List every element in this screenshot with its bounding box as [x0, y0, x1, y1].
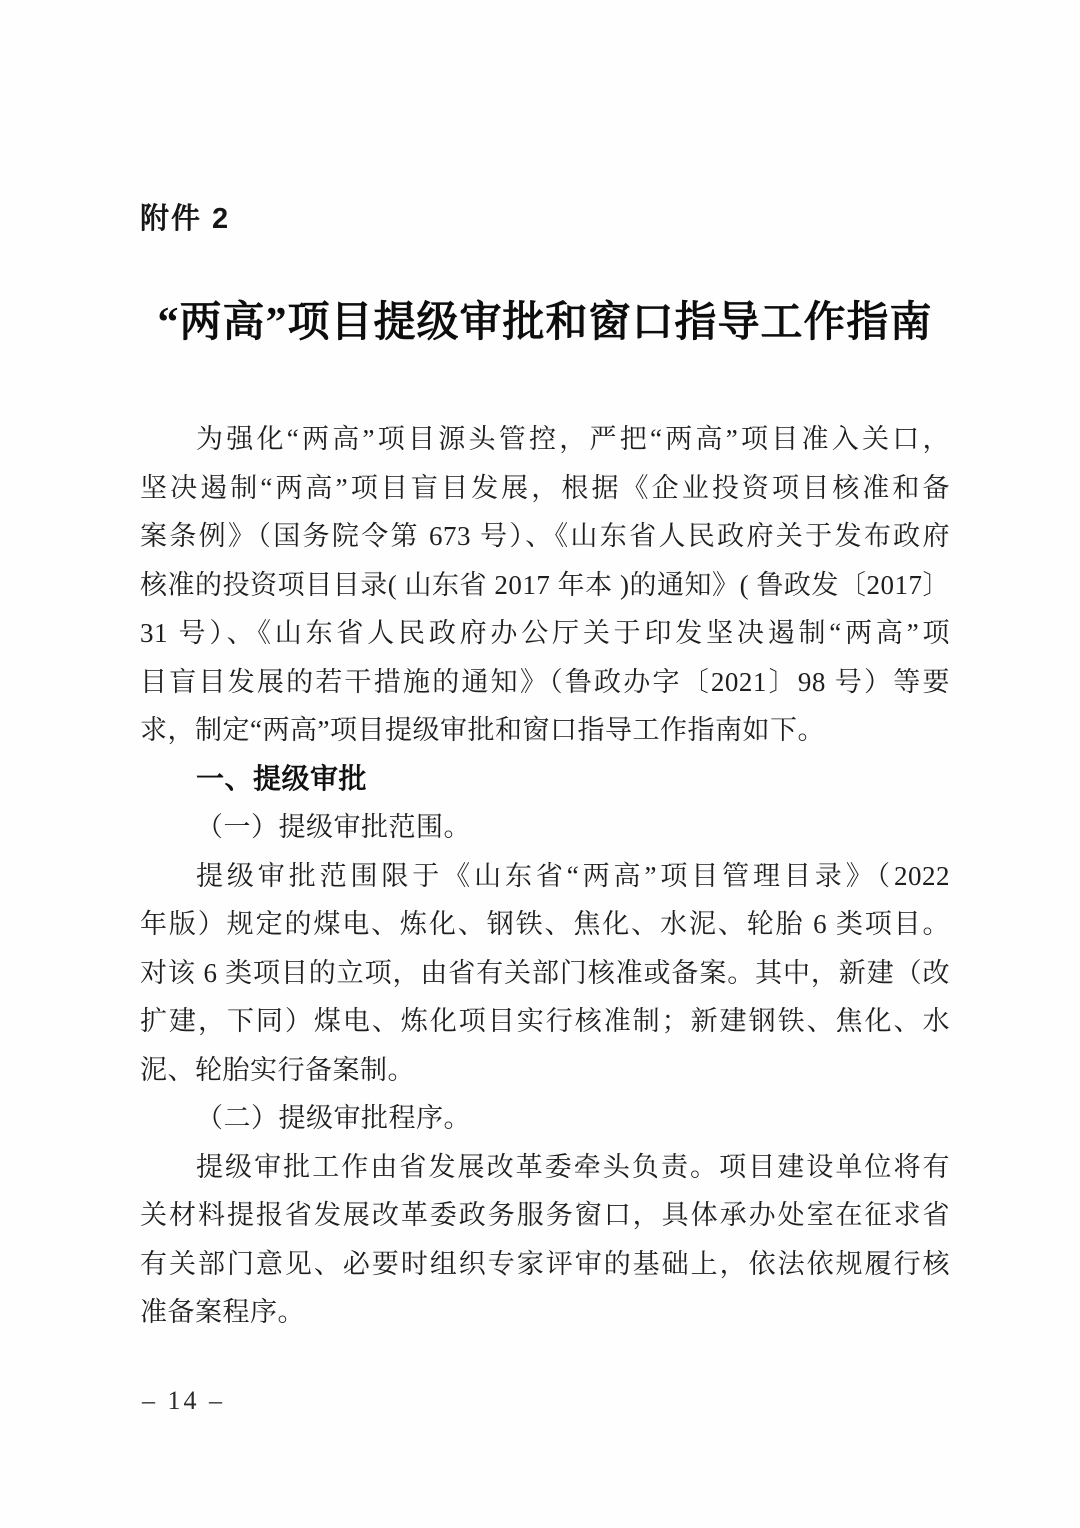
paragraph-line: 坚决遏制“两高”项目盲目发展，根据《企业投资项目核准和备 — [140, 472, 950, 503]
paragraph-line: 提级审批范围限于《山东省“两高”项目管理目录》（2022 — [196, 860, 950, 891]
paragraph-line: 扩建，下同）煤电、炼化项目实行核准制；新建钢铁、焦化、水 — [140, 1006, 950, 1036]
paragraph-line: 有关部门意见、必要时组织专家评审的基础上，依法依规履行核 — [140, 1248, 950, 1279]
paragraph-line: 求，制定“两高”项目提级审批和窗口指导工作指南如下。 — [140, 715, 825, 745]
paragraph-line: 提级审批工作由省发展改革委牵头负责。项目建设单位将有 — [196, 1151, 950, 1182]
paragraph-line: 泥、轮胎实行备案制。 — [140, 1054, 415, 1085]
heading2-line: （一）提级审批范围。 — [196, 812, 471, 842]
paragraph-line: 关材料提报省发展改革委政务服务窗口，具体承办处室在征求省 — [140, 1200, 950, 1230]
paragraph-line: 年版）规定的煤电、炼化、钢铁、焦化、水泥、轮胎 6 类项目。 — [140, 909, 950, 939]
paragraph-line: 31 号）、《山东省人民政府办公厅关于印发坚决遏制“两高”项 — [140, 618, 950, 648]
page-number: – 14 – — [142, 1386, 225, 1415]
attachment-label: 附件 2 — [140, 203, 231, 235]
document-body — [140, 415, 950, 1337]
paragraph-line: 案条例》（国务院令第 673 号）、《山东省人民政府关于发布政府 — [140, 521, 950, 551]
heading2-line: （二）提级审批程序。 — [196, 1103, 471, 1133]
paragraph-line: 对该 6 类项目的立项，由省有关部门核准或备案。其中，新建（改 — [140, 957, 950, 988]
paragraph-line: 核准的投资项目目录( 山东省 2017 年本 )的通知》( 鲁政发〔2017〕 — [140, 569, 950, 600]
heading1-line: 一、提级审批 — [196, 762, 368, 794]
paragraph-line: 目盲目发展的若干措施的通知》（鲁政办字〔2021〕98 号）等要 — [140, 666, 950, 697]
document-title: “两高”项目提级审批和窗口指导工作指南 — [157, 300, 933, 346]
paragraph-line: 准备案程序。 — [140, 1297, 305, 1327]
paragraph-line: 为强化“两高”项目源头管控，严把“两高”项目准入关口， — [196, 424, 950, 454]
